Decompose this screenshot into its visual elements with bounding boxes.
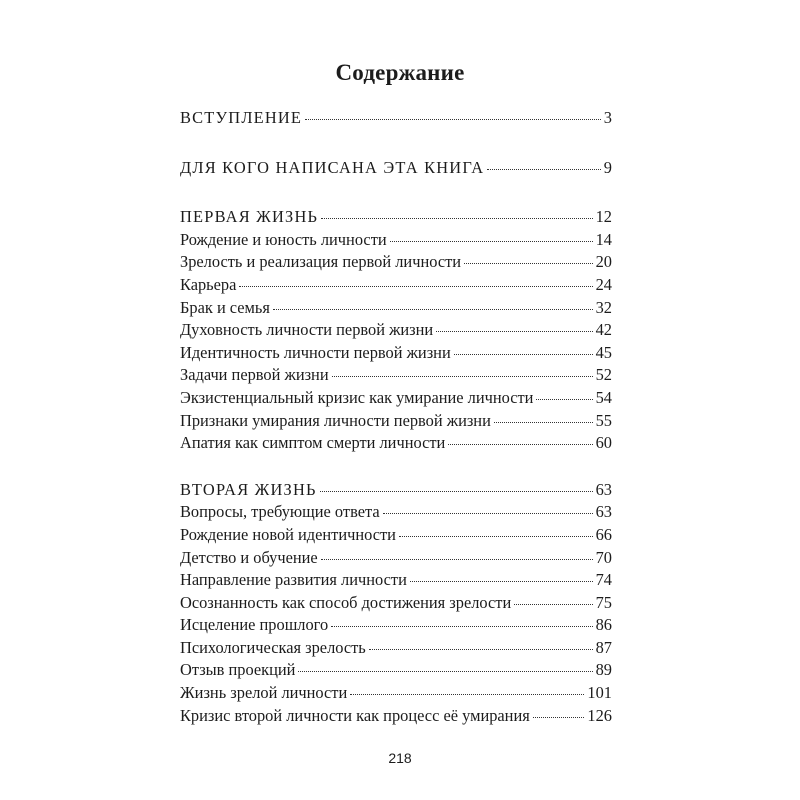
toc-entry-page: 42 <box>595 320 612 340</box>
dot-leader <box>298 671 592 672</box>
toc-entry-page: 14 <box>595 229 612 249</box>
toc-entry-label: Карьера <box>180 274 237 294</box>
toc-entry <box>180 274 612 297</box>
toc-entry-page: 3 <box>603 108 612 127</box>
toc-entry <box>180 501 612 524</box>
toc-entry-label: Рождение и юность личности <box>180 229 387 249</box>
dot-leader <box>369 649 593 650</box>
toc-entry <box>180 342 612 365</box>
toc-entry <box>180 432 612 455</box>
toc-entry-label: Психологическая зрелость <box>180 637 366 657</box>
dot-leader <box>383 513 593 514</box>
dot-leader <box>332 376 593 377</box>
toc-entry-label: Экзистенциальный кризис как умирание личности <box>180 387 534 407</box>
toc-entry-page: 89 <box>595 660 612 680</box>
toc-entry-page: 32 <box>595 297 612 317</box>
toc-entry <box>180 229 612 252</box>
toc-entry-page: 70 <box>595 547 612 567</box>
dot-leader <box>273 309 593 310</box>
toc-entry-page: 101 <box>587 683 612 703</box>
toc-entry-page: 55 <box>595 410 612 430</box>
toc-entry-page: 54 <box>595 387 612 407</box>
toc-entry <box>180 637 612 660</box>
dot-leader <box>448 444 592 445</box>
dot-leader <box>390 241 593 242</box>
toc-entry <box>180 319 612 342</box>
page-number: 218 <box>388 750 412 766</box>
toc-entry-label: Признаки умирания личности первой жизни <box>180 410 491 430</box>
dot-leader <box>305 119 601 120</box>
toc-entry-label: Направление развития личности <box>180 570 407 590</box>
dot-leader <box>350 694 584 695</box>
dot-leader <box>321 559 593 560</box>
dot-leader <box>320 491 593 492</box>
toc-entry-label: Жизнь зрелой личности <box>180 683 348 703</box>
toc-entry <box>180 682 612 705</box>
toc-entry <box>180 410 612 433</box>
toc-entry <box>180 547 612 570</box>
toc-entry-page: 63 <box>595 479 612 499</box>
dot-leader <box>494 422 593 423</box>
toc-entry-label: Задачи первой жизни <box>180 365 329 385</box>
toc-entry <box>180 387 612 410</box>
dot-leader <box>321 218 592 219</box>
toc-entry <box>180 251 612 274</box>
dot-leader <box>454 354 593 355</box>
toc-entry-label: ВСТУПЛЕНИЕ <box>180 108 303 127</box>
toc-entry-label: Рождение новой идентичности <box>180 524 396 544</box>
toc-entry-page: 86 <box>595 615 612 635</box>
dot-leader <box>239 286 592 287</box>
toc-entry-page: 74 <box>595 570 612 590</box>
toc-entry-label: Идентичность личности первой жизни <box>180 342 451 362</box>
dot-leader <box>533 717 585 718</box>
toc-entry-page: 20 <box>595 252 612 272</box>
dot-leader <box>436 331 592 332</box>
toc-entry-page: 12 <box>595 207 612 227</box>
toc-entry-label: Кризис второй личности как процесс её умирания <box>180 705 530 725</box>
toc-part-heading <box>180 479 612 502</box>
toc-entry-label: Детство и обучение <box>180 547 318 567</box>
toc-entry-label: ПЕРВАЯ ЖИЗНЬ <box>180 207 319 227</box>
table-of-contents <box>180 107 612 727</box>
toc-entry-page: 66 <box>595 524 612 544</box>
toc-entry-label: Исцеление прошлого <box>180 615 329 635</box>
dot-leader <box>410 581 593 582</box>
toc-entry <box>180 297 612 320</box>
dot-leader <box>331 626 592 627</box>
toc-entry-page: 9 <box>603 157 612 177</box>
toc-entry-label: ДЛЯ КОГО НАПИСАНА ЭТА КНИГА <box>180 157 485 177</box>
toc-entry-label: Брак и семья <box>180 297 270 317</box>
dot-leader <box>464 263 593 264</box>
toc-entry-page: 52 <box>595 365 612 385</box>
page-title: Содержание <box>335 60 465 85</box>
toc-entry <box>180 364 612 387</box>
toc-entry-label: Зрелость и реализация первой личности <box>180 252 462 272</box>
toc-entry-label: Отзыв проекций <box>180 660 296 680</box>
toc-entry-label: Вопросы, требующие ответа <box>180 502 380 522</box>
dot-leader <box>399 536 593 537</box>
toc-part-heading <box>180 206 612 229</box>
toc-entry <box>180 705 612 728</box>
toc-entry <box>180 524 612 547</box>
toc-entry-page: 60 <box>595 433 612 453</box>
dot-leader <box>514 604 592 605</box>
toc-entry-page: 24 <box>595 274 612 294</box>
dot-leader <box>487 169 601 170</box>
dot-leader <box>536 399 592 400</box>
toc-entry-label: ВТОРАЯ ЖИЗНЬ <box>180 479 317 499</box>
toc-entry-page: 63 <box>595 502 612 522</box>
toc-entry <box>180 569 612 592</box>
toc-entry-page: 126 <box>587 705 612 725</box>
toc-entry-page: 87 <box>595 637 612 657</box>
toc-entry <box>180 659 612 682</box>
toc-entry-label: Духовность личности первой жизни <box>180 320 434 340</box>
toc-entry-page: 45 <box>595 342 612 362</box>
toc-entry-intro <box>180 107 612 130</box>
toc-entry-label: Апатия как симптом смерти личности <box>180 433 446 453</box>
toc-entry-page: 75 <box>595 592 612 612</box>
toc-entry <box>180 592 612 615</box>
toc-entry-label: Осознанность как способ достижения зрелости <box>180 592 512 612</box>
toc-entry <box>180 614 612 637</box>
toc-entry-audience <box>180 157 612 180</box>
